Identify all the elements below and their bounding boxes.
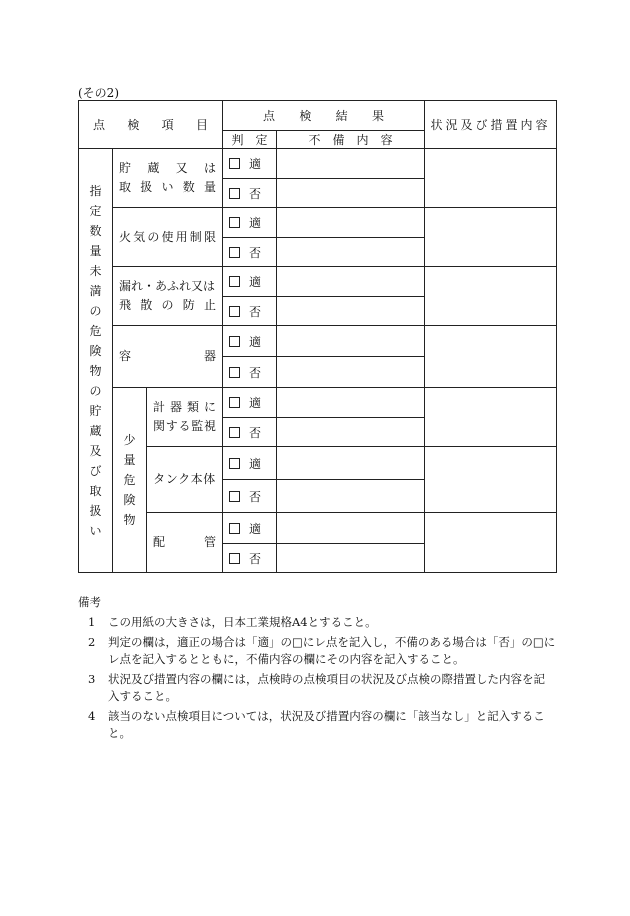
- item-fire-char: 限: [203, 229, 216, 244]
- item-piping-char: 管: [203, 535, 216, 549]
- checkbox-icon[interactable]: [229, 247, 240, 258]
- header-inspection-result-char: 果: [371, 109, 384, 123]
- defect-cell[interactable]: [277, 447, 425, 480]
- judge-ok-container[interactable]: 適: [223, 326, 277, 357]
- item-leak-char: 飛: [119, 298, 132, 312]
- item-leak-char: 散: [140, 298, 153, 312]
- small-qty-label-char: 物: [123, 513, 136, 527]
- group-label-char: 物: [89, 363, 102, 378]
- status-cell[interactable]: [425, 326, 557, 388]
- header-status-measures: 状況及び措置内容: [425, 101, 557, 149]
- judge-ok-tank[interactable]: 適: [223, 447, 277, 480]
- item-container-char: 器: [203, 349, 216, 363]
- defect-cell[interactable]: [277, 388, 425, 418]
- group-label-char: び: [89, 463, 102, 478]
- item-fire-char: 使: [161, 229, 174, 244]
- group-label: [79, 149, 113, 573]
- item-fire-char: 気: [133, 229, 146, 244]
- judge-ng-leak[interactable]: 否: [223, 297, 277, 326]
- item-gauge-char: る: [178, 419, 191, 433]
- checkbox-icon[interactable]: [229, 306, 240, 317]
- group-label-char: 取: [89, 483, 102, 498]
- defect-cell[interactable]: [277, 326, 425, 357]
- group-label-char: 貯: [89, 403, 102, 418]
- item-gauge-monitoring: [147, 388, 223, 447]
- notes-section: [78, 594, 556, 745]
- group-label-char: 扱: [89, 503, 102, 518]
- note-text: この用紙の大きさは，日本工業規格A4とすること。: [108, 615, 377, 629]
- note-number: 1: [88, 615, 96, 629]
- item-fire-limit: [113, 208, 223, 267]
- checkbox-icon[interactable]: [229, 276, 240, 287]
- checkbox-icon[interactable]: [229, 217, 240, 228]
- group-label-char: の: [89, 303, 102, 318]
- status-cell[interactable]: [425, 447, 557, 513]
- note-number: 2: [88, 635, 96, 649]
- item-storage-quantity: [113, 149, 223, 208]
- judge-ok-storage[interactable]: 適: [223, 149, 277, 179]
- checkbox-icon[interactable]: [229, 336, 240, 347]
- item-container-char: 容: [119, 349, 132, 363]
- item-storage-char: 蔵: [147, 161, 160, 175]
- status-cell[interactable]: [425, 388, 557, 447]
- item-fire-char: 火: [119, 229, 132, 244]
- checkbox-icon[interactable]: [229, 553, 240, 564]
- note-number: 4: [88, 709, 96, 723]
- item-storage-char: 数: [182, 180, 195, 194]
- status-cell[interactable]: [425, 208, 557, 267]
- note-item: [78, 614, 556, 631]
- item-gauge-char: す: [165, 419, 178, 433]
- inspection-table: [78, 100, 557, 573]
- small-qty-label-char: 量: [123, 453, 136, 467]
- checkbox-icon[interactable]: [229, 188, 240, 199]
- small-qty-label-char: 危: [123, 473, 136, 487]
- item-fire-char: 制: [189, 229, 202, 244]
- small-qty-label: [113, 388, 147, 573]
- item-leak-char: の: [161, 298, 174, 312]
- judge-ng-fire[interactable]: 否: [223, 238, 277, 267]
- item-storage-char: は: [203, 161, 216, 175]
- item-gauge-char: 器: [169, 400, 182, 414]
- item-leak-char: 防: [182, 298, 195, 312]
- item-fire-char: 用: [175, 229, 188, 244]
- item-fire-char: の: [147, 229, 160, 244]
- judge-ok-fire[interactable]: 適: [223, 208, 277, 238]
- group-label-char: 量: [89, 243, 102, 258]
- notes-heading: 備考: [78, 595, 101, 609]
- note-number: 3: [88, 672, 96, 686]
- group-label-char: い: [89, 523, 102, 538]
- checkbox-icon[interactable]: [229, 158, 240, 169]
- defect-cell[interactable]: [277, 480, 425, 513]
- defect-cell[interactable]: [277, 238, 425, 267]
- judge-ng-container[interactable]: 否: [223, 357, 277, 388]
- judge-ok-leak[interactable]: 適: [223, 267, 277, 297]
- header-inspection-result-char: 点: [263, 109, 276, 123]
- checkbox-icon[interactable]: [229, 491, 240, 502]
- checkbox-icon[interactable]: [229, 427, 240, 438]
- item-leak-prevention: 漏れ・あふれ又は 飛 散 の 防 止: [113, 267, 223, 326]
- group-label-char: 及: [89, 443, 102, 458]
- judge-ng-storage[interactable]: 否: [223, 179, 277, 208]
- item-leak-char: 止: [203, 298, 216, 312]
- checkbox-icon[interactable]: [229, 397, 240, 408]
- header-inspection-result: [223, 101, 425, 131]
- group-label-char: 蔵: [89, 423, 102, 438]
- header-judgement: 判 定: [223, 131, 277, 149]
- group-label-char: 険: [89, 343, 102, 358]
- judge-ng-tank[interactable]: 否: [223, 480, 277, 513]
- header-inspection-result-char: 検: [299, 109, 312, 123]
- header-inspection-item-char: 検: [127, 118, 140, 132]
- item-storage-char: 貯: [119, 161, 132, 175]
- status-cell[interactable]: [425, 149, 557, 208]
- defect-cell[interactable]: [277, 544, 425, 573]
- item-gauge-char: 視: [203, 419, 216, 433]
- note-text: 判定の欄は，適正の場合は「適」の□にレ点を記入し，不備のある場合は「否」の□にレ点を記入するとともに，不備内容の欄にその内容を記入すること。: [108, 635, 556, 666]
- group-label-char: 危: [89, 323, 102, 338]
- header-inspection-item-char: 項: [161, 118, 174, 132]
- defect-cell[interactable]: [277, 149, 425, 179]
- defect-cell[interactable]: [277, 513, 425, 544]
- small-qty-label-char: 少: [123, 433, 136, 447]
- item-gauge-char: 監: [191, 419, 204, 433]
- item-storage-char: 扱: [140, 180, 153, 194]
- group-label-char: 数: [89, 223, 102, 238]
- status-cell[interactable]: [425, 267, 557, 326]
- item-storage-char: 取: [119, 180, 132, 194]
- judge-ok-piping[interactable]: 適: [223, 513, 277, 544]
- checkbox-icon[interactable]: [229, 458, 240, 469]
- header-inspection-result-char: 結: [335, 109, 348, 123]
- item-container: [113, 326, 223, 388]
- group-label-char: 未: [89, 263, 102, 278]
- status-cell[interactable]: [425, 513, 557, 573]
- checkbox-icon[interactable]: [229, 367, 240, 378]
- item-gauge-char: 類: [186, 400, 199, 414]
- header-inspection-item: [79, 101, 223, 149]
- judge-ok-gauge[interactable]: 適: [223, 388, 277, 418]
- note-item: [78, 634, 556, 668]
- judge-ng-gauge[interactable]: 否: [223, 418, 277, 447]
- judge-ng-piping[interactable]: 否: [223, 544, 277, 573]
- header-defect-detail: 不 備 内 容: [277, 131, 425, 149]
- defect-cell[interactable]: [277, 297, 425, 326]
- note-item: [78, 708, 556, 742]
- group-label-char: 定: [89, 203, 102, 218]
- item-storage-char: 量: [203, 180, 216, 194]
- group-label-char: の: [89, 383, 102, 398]
- group-label-char: 満: [89, 283, 102, 298]
- note-text: 該当のない点検項目については，状況及び措置内容の欄に「該当なし」と記入すること。: [108, 709, 545, 740]
- item-gauge-char: 計: [153, 400, 166, 414]
- item-storage-char: 又: [175, 161, 188, 175]
- item-tank-body: タンク本体: [147, 447, 223, 513]
- item-storage-char: い: [161, 180, 174, 194]
- item-gauge-char: に: [203, 400, 216, 414]
- checkbox-icon[interactable]: [229, 523, 240, 534]
- defect-cell[interactable]: [277, 208, 425, 238]
- header-inspection-item-char: 目: [195, 118, 208, 132]
- form-subtitle: (その2): [78, 86, 119, 100]
- header-inspection-item-char: 点: [93, 118, 106, 132]
- small-qty-label-char: 険: [123, 493, 136, 507]
- item-gauge-char: 関: [153, 419, 166, 433]
- defect-cell[interactable]: [277, 357, 425, 388]
- item-piping: [147, 513, 223, 573]
- note-text: 状況及び措置内容の欄には，点検時の点検項目の状況及び点検の際措置した内容を記入すること。: [108, 672, 545, 703]
- note-item: [78, 671, 556, 705]
- group-label-char: 指: [89, 183, 102, 198]
- item-piping-char: 配: [153, 535, 166, 549]
- defect-cell[interactable]: [277, 179, 425, 208]
- defect-cell[interactable]: [277, 418, 425, 447]
- defect-cell[interactable]: [277, 267, 425, 297]
